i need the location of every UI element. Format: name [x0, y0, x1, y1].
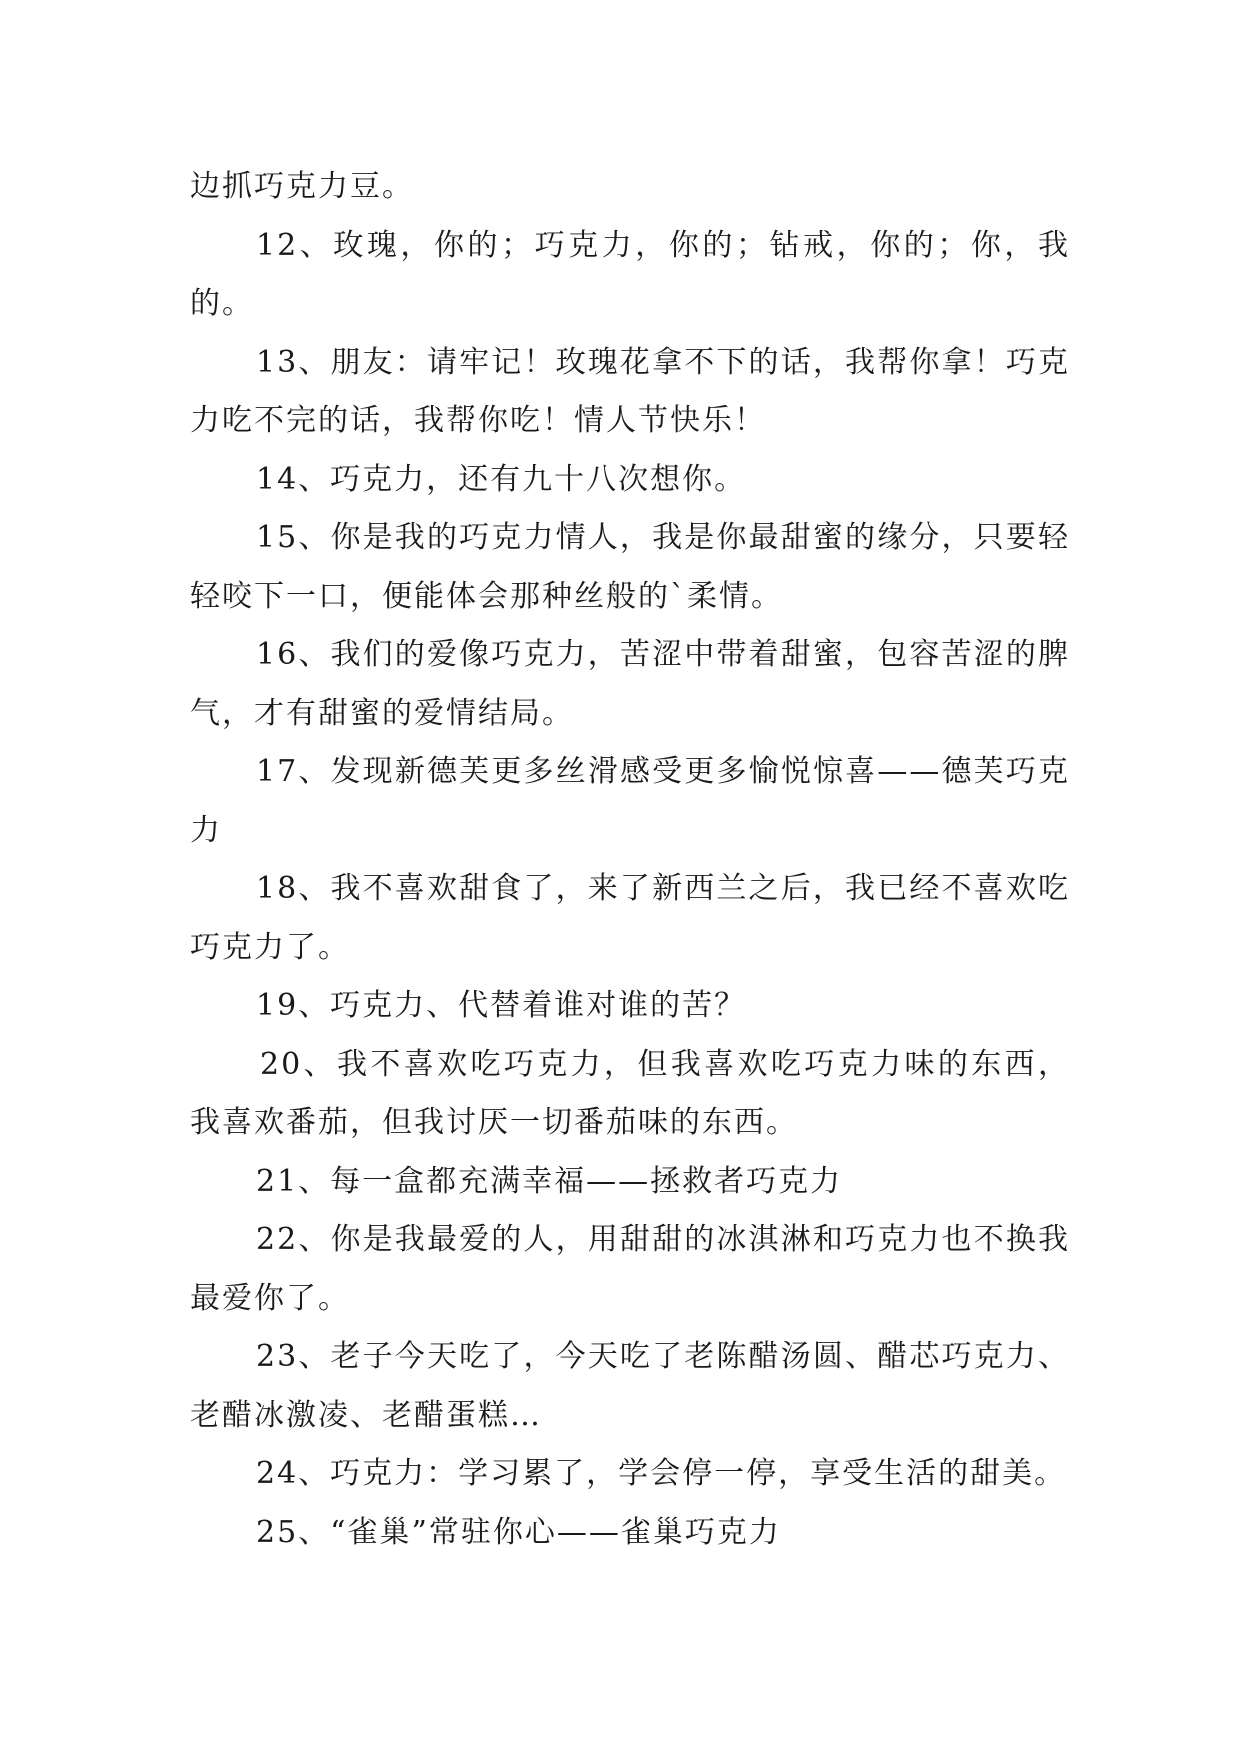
paragraph-16: 16、我们的爱像巧克力，苦涩中带着甜蜜，包容苦涩的脾气，才有甜蜜的爱情结局。 — [190, 637, 1070, 731]
paragraph-22: 22、你是我最爱的人，用甜甜的冰淇淋和巧克力也不换我最爱你了。 — [190, 1222, 1070, 1316]
document-body — [190, 158, 1070, 1562]
paragraph-25: 25、“雀巢”常驻你心——雀巢巧克力 — [256, 1514, 781, 1550]
paragraph-12: 12、玫瑰，你的；巧克力，你的；钻戒，你的；你，我的。 — [190, 227, 1070, 321]
paragraph-23: 23、老子今天吃了，今天吃了老陈醋汤圆、醋芯巧克力、老醋冰激凌、老醋蛋糕… — [190, 1339, 1070, 1433]
paragraph-20: 20、我不喜欢吃巧克力，但我喜欢吃巧克力味的东西，我喜欢番茄，但我讨厌一切番茄味的东西。 — [190, 1046, 1070, 1140]
paragraph-24: 24、巧克力：学习累了，学会停一停，享受生活的甜美。 — [256, 1456, 1067, 1491]
paragraph-17: 17、发现新德芙更多丝滑感受更多愉悦惊喜——德芙巧克力 — [190, 754, 1070, 848]
paragraph-14: 14、巧克力，还有九十八次想你。 — [256, 461, 747, 497]
paragraph-continuation: 边抓巧克力豆。 — [190, 169, 414, 204]
paragraph-19: 19、巧克力、代替着谁对谁的苦？ — [256, 988, 747, 1023]
paragraph-21: 21、每一盒都充满幸福——拯救者巧克力 — [256, 1163, 843, 1199]
paragraph-13: 13、朋友：请牢记！玫瑰花拿不下的话，我帮你拿！巧克力吃不完的话，我帮你吃！情人节快乐！ — [190, 344, 1070, 438]
paragraph-15: 15、你是我的巧克力情人，我是你最甜蜜的缘分，只要轻轻咬下一口，便能体会那种丝般的`柔情。 — [190, 520, 1070, 614]
paragraph-18: 18、我不喜欢甜食了，来了新西兰之后，我已经不喜欢吃巧克力了。 — [190, 871, 1070, 965]
